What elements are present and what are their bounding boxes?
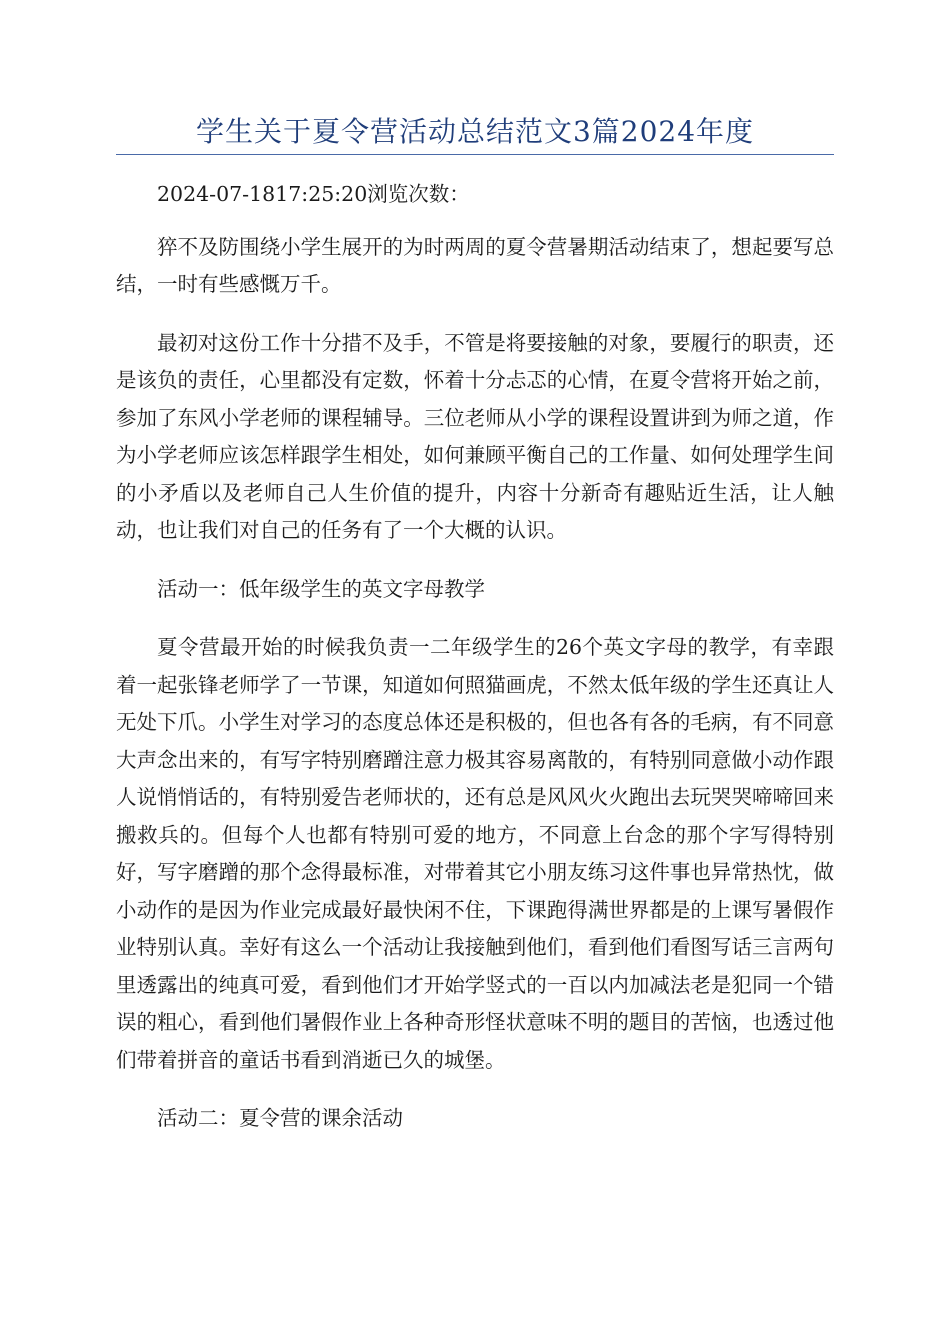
- title-underline: [116, 154, 834, 155]
- section-heading-activity-two: 活动二：夏令营的课余活动: [157, 1106, 403, 1130]
- paragraph-activity-one: 夏令营最开始的时候我负责一二年级学生的26个英文字母的教学，有幸跟着一起张锋老师学了一节课，知道如何照猫画虎，不然太低年级的学生还真让人无处下爪。小学生对学习的态度总体还是积极的，但也各有各的毛病，有不同意大声念出来的，有写字特别磨蹭注意力极其容易离散的，有特别同意做小动作跟人说悄悄话的，有特别爱告老师状的，还有总是风风火火跑出去玩哭哭啼啼回来搬救兵的。但每个人也都有特别可爱的地方，不同意上台念的那个字写得特别好，写字磨蹭的那个念得最标准，对带着其它小朋友练习这件事也异常热忱，做小动作的是因为作业完成最好最快闲不住，下课跑得满世界都是的上课写暑假作业特别认真。幸好有这么一个活动让我接触到他们，看到他们看图写话三言两句里透露出的纯真可爱，看到他们才开始学竖式的一百以内加减法老是犯同一个错误的粗心，看到他们暑假作业上各种奇形怪状意味不明的题目的苦恼，也透过他们带着拼音的童话书看到消逝已久的城堡。: [116, 635, 834, 1072]
- paragraph-intro: 猝不及防围绕小学生展开的为时两周的夏令营暑期活动结束了，想起要写总结，一时有些感慨万千。: [116, 234, 834, 296]
- document-body: [116, 176, 834, 1159]
- document-title: 学生关于夏令营活动总结范文3篇2024年度: [195, 115, 755, 148]
- section-heading-activity-one: 活动一：低年级学生的英文字母教学: [157, 576, 485, 601]
- meta-line: 2024-07-1817:25:20浏览次数：: [157, 182, 470, 206]
- paragraph-preparation: 最初对这份工作十分措不及手，不管是将要接触的对象，要履行的职责，还是该负的责任，心里都没有定数，怀着十分忐忑的心情，在夏令营将开始之前，参加了东风小学老师的课程辅导。三位老师从小学的课程设置讲到为师之道，作为小学老师应该怎样跟学生相处，如何兼顾平衡自己的工作量、如何处理学生间的小矛盾以及老师自己人生价值的提升，内容十分新奇有趣贴近生活，让人触动，也让我们对自己的任务有了一个大概的认识。: [116, 330, 834, 542]
